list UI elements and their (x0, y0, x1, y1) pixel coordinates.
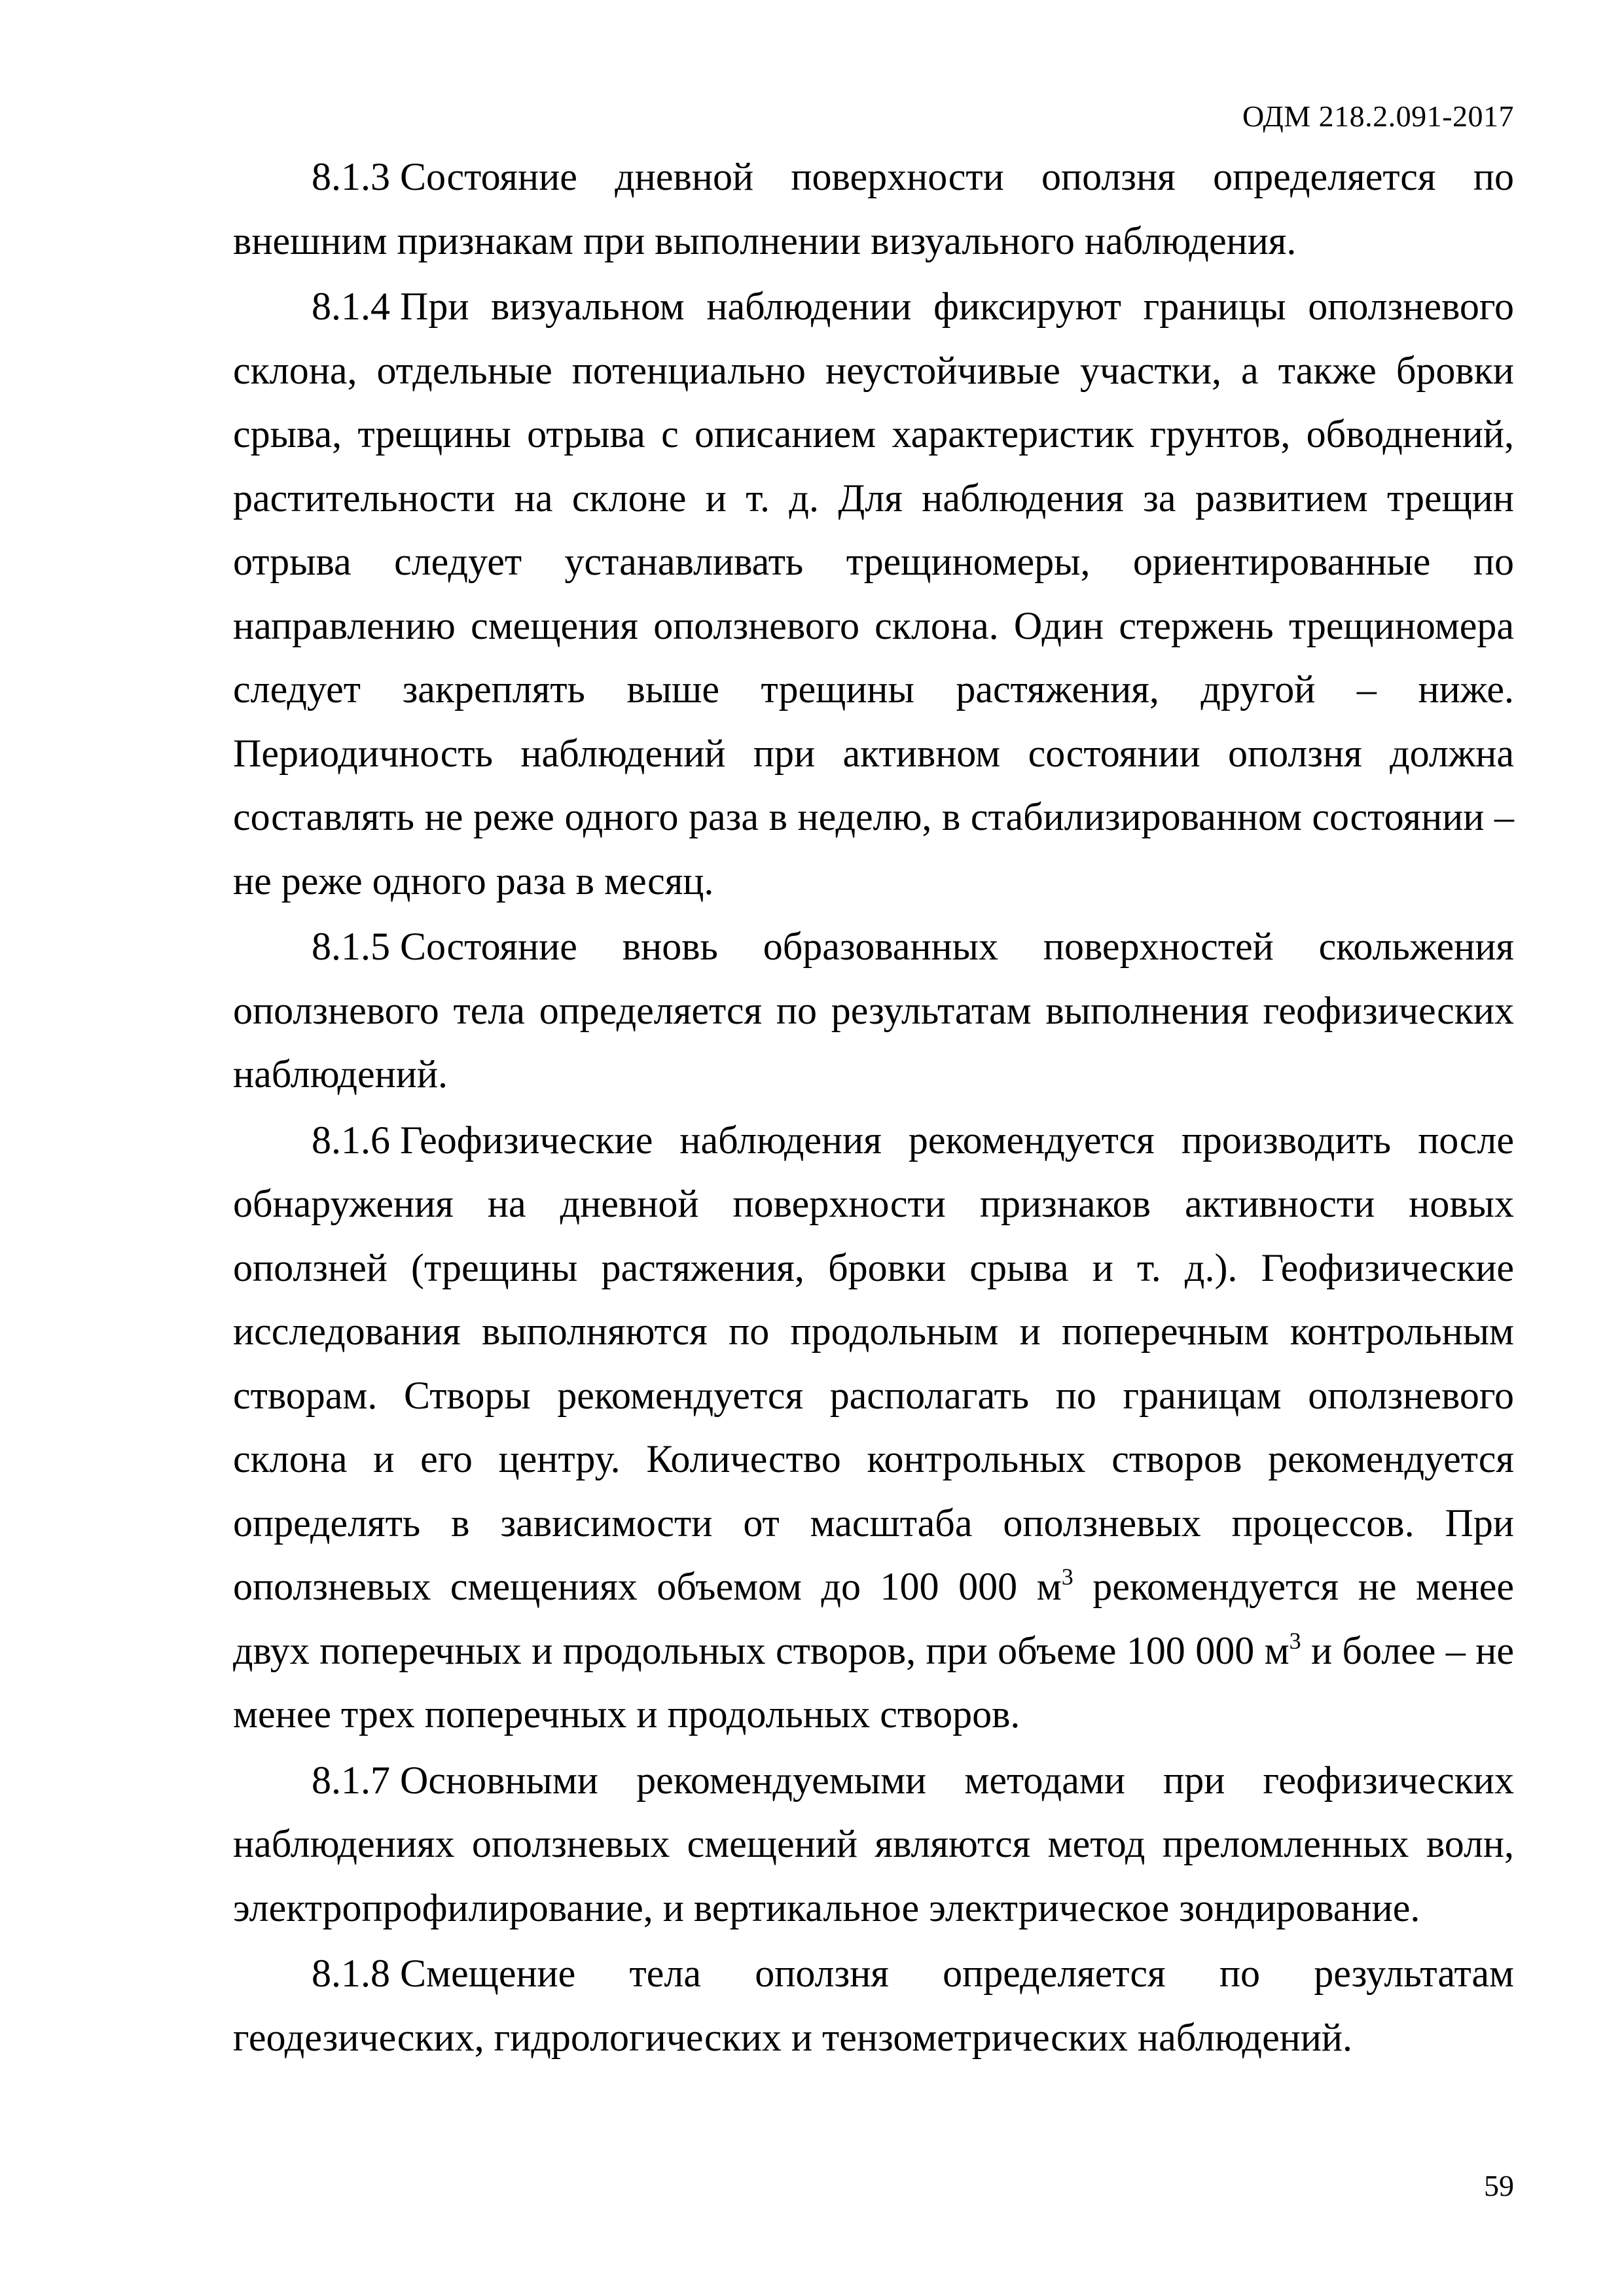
paragraph-8-1-8 (233, 1942, 1514, 2070)
paragraph-8-1-7 (233, 1749, 1514, 1941)
clause-text-part: Геофизические наблюдения рекомендуется производить после обнаружения на дневной поверхности признаков активности новых оползней (трещины растяжения, бровки срыва и т. д.). Геофизические исследования выполняются по продольным и поперечным контрольным створам. Створы рекомендуется располагать по границам оползневого склона и его центру. Количество контрольных створов рекомендуется определять в зависимости от масштаба оползневых процессов. При оползневых смещениях объемом до 100 000 м (233, 1118, 1514, 1608)
clause-text-part: и более – не менее трех поперечных и продольных створов. (233, 1628, 1514, 1736)
clause-text: Состояние дневной поверхности оползня определяется по внешним признакам при выполнении визуального наблюдения. (233, 155, 1514, 262)
document-body (233, 145, 1514, 2072)
clause-number: 8.1.3 (312, 155, 390, 198)
clause-text: Основными рекомендуемыми методами при геофизических наблюдениях оползневых смещений являются метод преломленных волн, электропрофилирование, и вертикальное электрическое зондирование. (233, 1758, 1514, 1929)
clause-text: При визуальном наблюдении фиксируют границы оползневого склона, отдельные потенциально неустойчивые участки, а также бровки срыва, трещины отрыва с описанием характеристик грунтов, обводнений, растительности на склоне и т. д. Для наблюдения за развитием трещин отрыва следует устанавливать трещиномеры, ориентированные по направлению смещения оползневого склона. Один стержень трещиномера следует закреплять выше трещины растяжения, другой – ниже. Периодичность наблюдений при активном состоянии оползня должна составлять не реже одного раза в неделю, в стабилизированном состоянии – не реже одного раза в месяц. (233, 285, 1514, 903)
clause-number: 8.1.6 (312, 1118, 390, 1162)
clause-number: 8.1.5 (312, 925, 390, 968)
clause-text-part: рекомендуется не менее двух поперечных и продольных створов, при объеме 100 000 м (233, 1565, 1515, 1672)
clause-number: 8.1.4 (312, 285, 390, 328)
document-code-header: ОДМ 218.2.091-2017 (1242, 99, 1514, 133)
page-number: 59 (1484, 2169, 1514, 2202)
paragraph-8-1-4 (233, 275, 1514, 913)
cubic-superscript: 3 (1061, 1564, 1074, 1590)
clause-number: 8.1.7 (312, 1758, 390, 1802)
clause-text: Смещение тела оползня определяется по результатам геодезических, гидрологических и тензометрических наблюдений. (233, 1952, 1514, 2059)
paragraph-8-1-6 (233, 1109, 1514, 1747)
paragraph-8-1-5 (233, 915, 1514, 1107)
clause-number: 8.1.8 (312, 1952, 390, 1995)
cubic-superscript: 3 (1289, 1627, 1301, 1654)
clause-text: Состояние вновь образованных поверхностей скольжения оползневого тела определяется по результатам выполнения геофизических наблюдений. (233, 925, 1514, 1096)
paragraph-8-1-3 (233, 145, 1514, 273)
